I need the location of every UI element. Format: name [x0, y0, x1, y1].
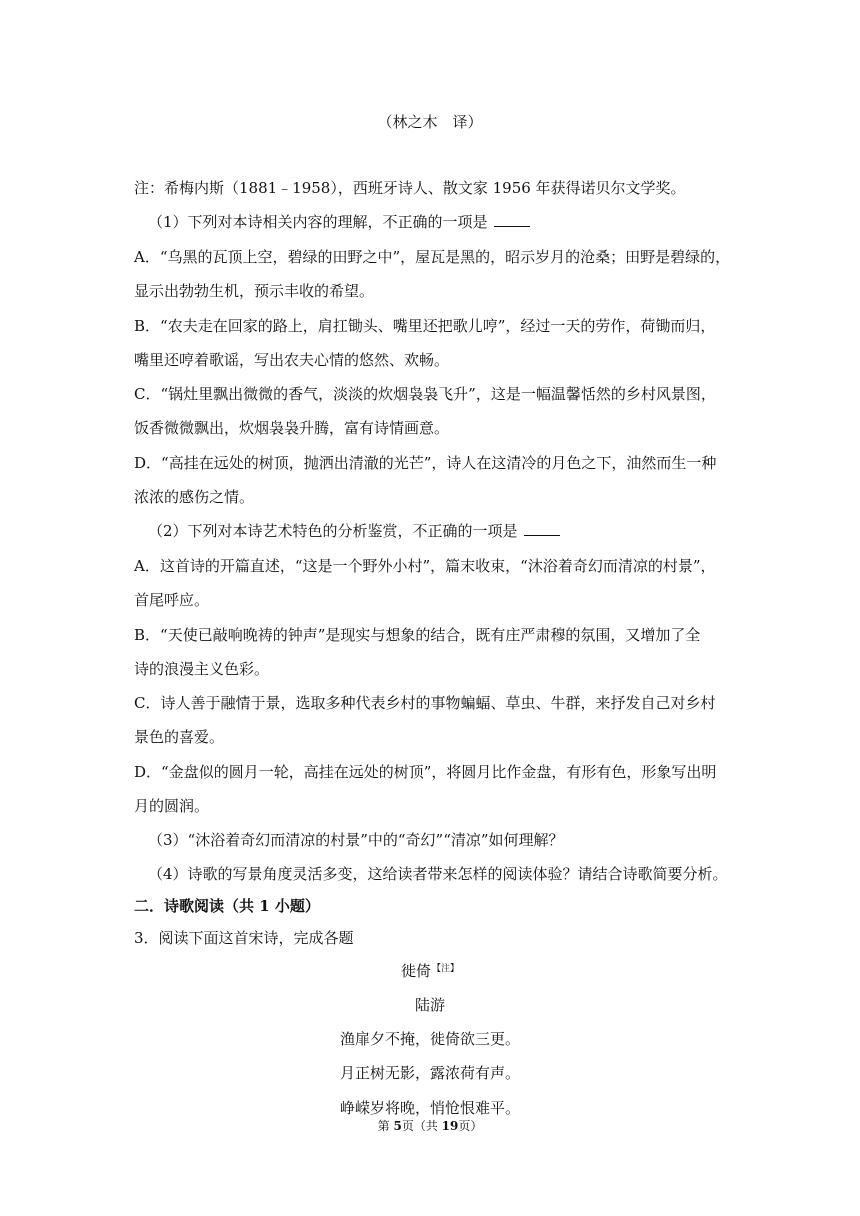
q2-option-b-line-2: 诗的浪漫主义色彩。 [134, 660, 270, 678]
poem-line-3: 峥嵘岁将晚，悄怆恨难平。 [339, 1099, 520, 1117]
poem-line-1: 渔扉夕不掩，徙倚欲三更。 [339, 1030, 520, 1048]
question-1-text: （1）下列对本诗相关内容的理解，不正确的一项是 [148, 213, 488, 231]
page-footer [0, 1116, 860, 1136]
question-2 [148, 521, 560, 541]
q2-option-d-line-2: 月的圆润。 [134, 797, 210, 815]
answer-blank-2 [524, 521, 560, 536]
answer-blank-1 [494, 212, 530, 227]
q2-option-c-line-2: 景色的喜爱。 [134, 728, 225, 746]
q2-option-c-line-1: C．诗人善于融情于景，选取多种代表乡村的事物蝙蝠、草虫、牛群，来抒发自己对乡村 [134, 694, 716, 712]
poem-author: 陆游 [414, 996, 445, 1014]
section-heading: 二．诗歌阅读（共 1 小题） [134, 897, 320, 915]
q1-option-a-line-2: 显示出勃勃生机，预示丰收的希望。 [134, 282, 375, 300]
q1-option-b-line-1: B．“农夫走在回家的路上，肩扛锄头、嘴里还把歌儿哼”，经过一天的劳作，荷锄而归， [134, 317, 716, 335]
q2-option-a-line-2: 首尾呼应。 [134, 591, 210, 609]
footer-current-page: 5 [393, 1119, 402, 1133]
footer-suffix: 页） [458, 1119, 483, 1133]
poem-title-note-marker: 【注】 [432, 964, 460, 974]
q1-option-b-line-2: 嘴里还哼着歌谣，写出农夫心情的悠然、欢畅。 [134, 351, 450, 369]
q1-option-d-line-2: 浓浓的感伤之情。 [134, 488, 255, 506]
question-3-prompt: 3．阅读下面这首宋诗，完成各题 [134, 929, 354, 947]
poem-line-2: 月正树无影，露浓荷有声。 [339, 1064, 520, 1082]
footer-middle: 页（共 [401, 1119, 442, 1133]
footer-prefix: 第 [377, 1119, 394, 1133]
note-paragraph: 注：希梅内斯（1881﹣1958），西班牙诗人、散文家 1956 年获得诺贝尔文学奖。 [134, 179, 686, 197]
question-4: （4）诗歌的写景角度灵活多变，这给读者带来怎样的阅读体验？请结合诗歌简要分析。 [148, 865, 728, 883]
poem-title-text: 徙倚 [400, 962, 431, 980]
footer-total-pages: 19 [441, 1119, 459, 1133]
q2-option-b-line-1: B．“天使已敲响晚祷的钟声”是现实与想象的结合，既有庄严肃穆的氛围，又增加了全 [134, 626, 701, 644]
question-3: （3）“沐浴着奇幻而清凉的村景”中的“奇幻”“清凉”如何理解？ [148, 831, 564, 849]
q1-option-d-line-1: D．“高挂在远处的树顶，抛洒出清澈的光芒”，诗人在这清冷的月色之下，油然而生一种 [134, 454, 717, 472]
q2-option-a-line-1: A．这首诗的开篇直述，“这是一个野外小村”，篇末收束，“沐浴着奇幻而清凉的村景”， [134, 557, 716, 575]
question-1 [148, 212, 530, 232]
question-2-text: （2）下列对本诗艺术特色的分析鉴赏，不正确的一项是 [148, 522, 518, 540]
q1-option-c-line-2: 饭香微微飘出，炊烟袅袅升腾，富有诗情画意。 [134, 419, 450, 437]
q1-option-a-line-1: A．“乌黑的瓦顶上空，碧绿的田野之中”，屋瓦是黑的，昭示岁月的沧桑；田野是碧绿的， [134, 248, 731, 266]
q1-option-c-line-1: C．“锅灶里飘出微微的香气，淡淡的炊烟袅袅飞升”，这是一幅温馨恬然的乡村风景图， [134, 385, 716, 403]
poem-title [0, 961, 860, 981]
q2-option-d-line-1: D．“金盘似的圆月一轮，高挂在远处的树顶”，将圆月比作金盘，有形有色，形象写出明 [134, 763, 717, 781]
translator-credit: （林之木 译） [377, 113, 483, 131]
